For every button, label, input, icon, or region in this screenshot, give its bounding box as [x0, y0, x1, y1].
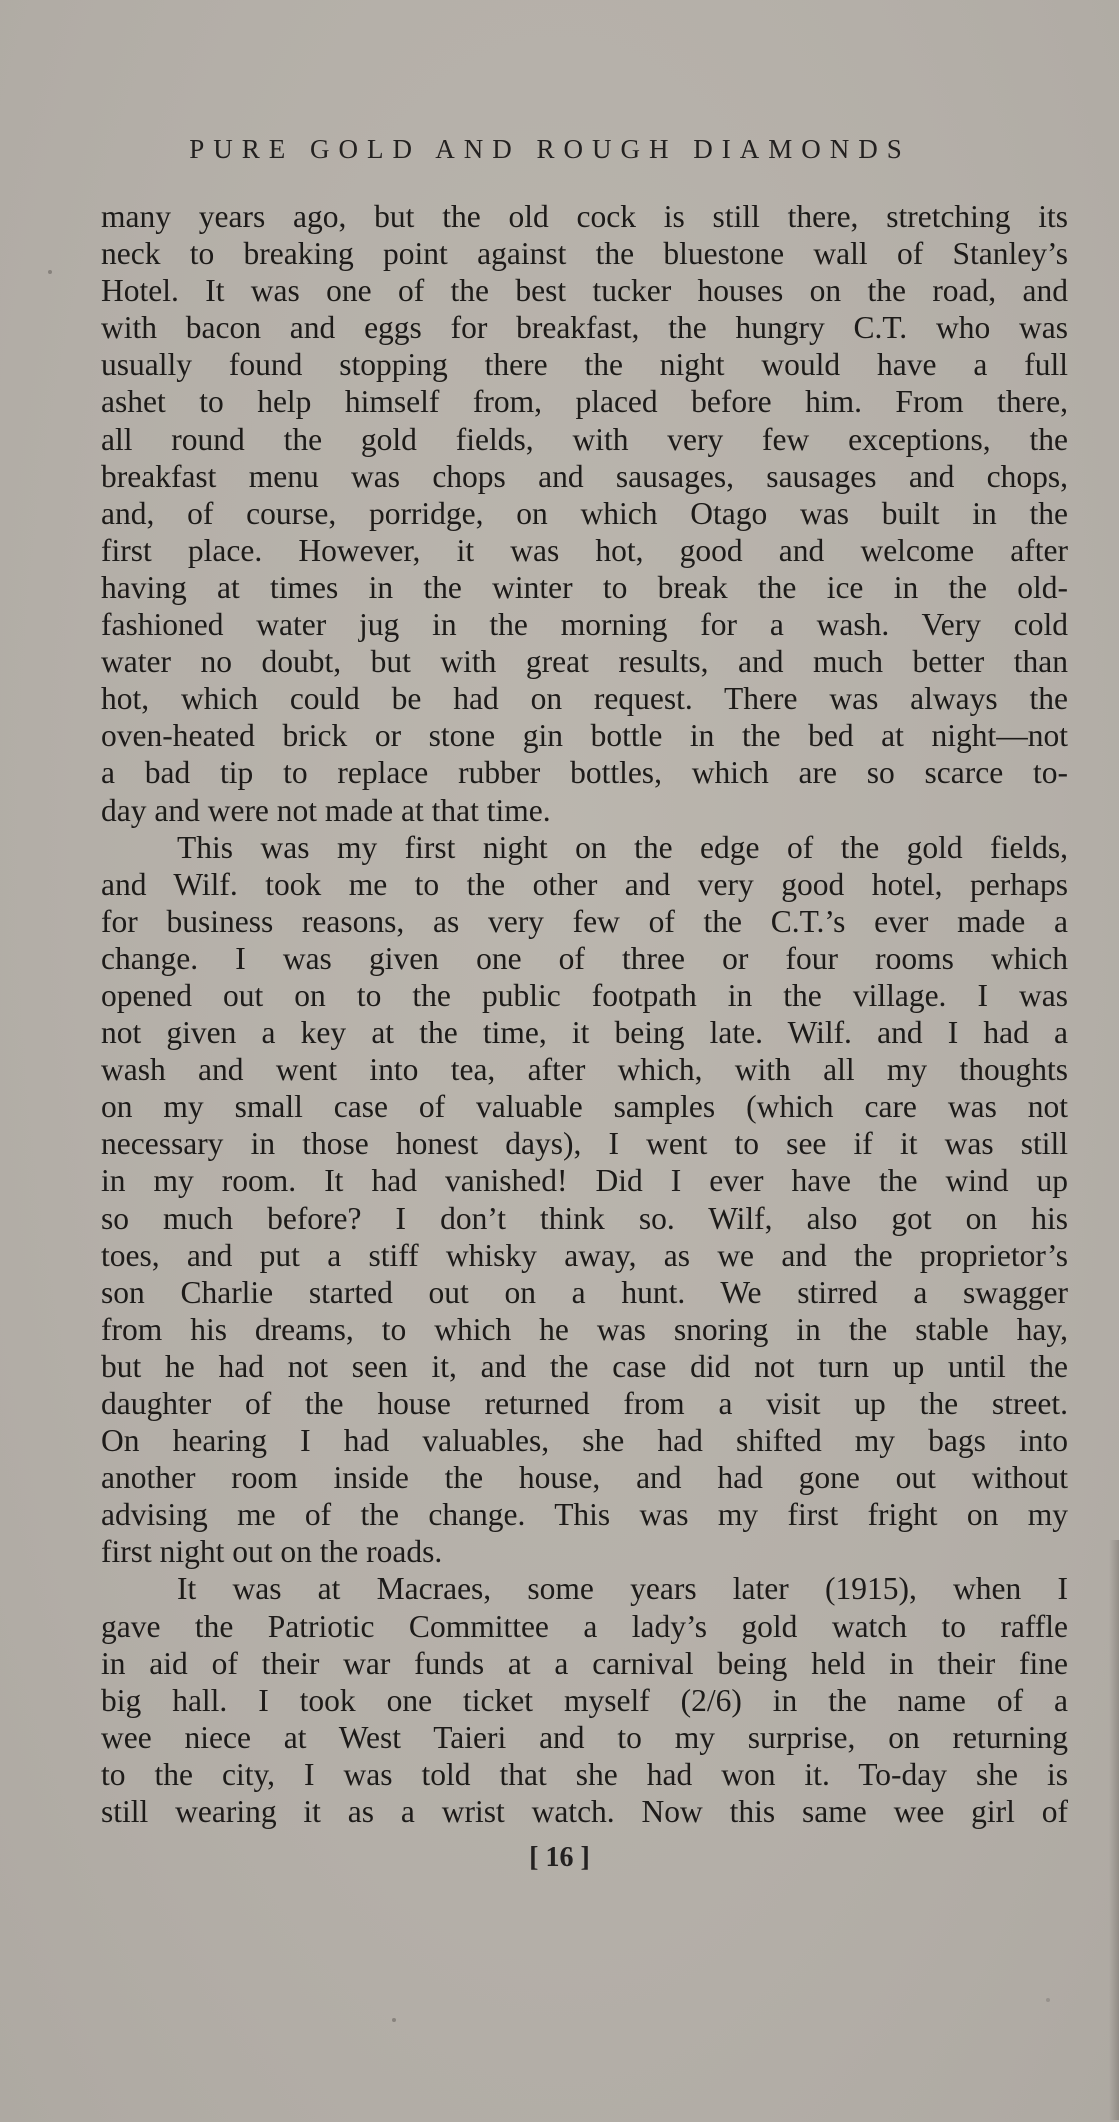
- paragraph-3: [101, 1570, 1068, 1830]
- text-line: from his dreams, to which he was snoring in the stable hay,: [101, 1311, 1068, 1347]
- paper-speck: [392, 2018, 396, 2022]
- text-line: hot, which could be had on request. There was always the: [101, 681, 1068, 717]
- text-line: but he had not seen it, and the case did not turn up until the: [101, 1348, 1068, 1384]
- text-line: still wearing it as a wrist watch. Now this same wee girl of: [101, 1794, 1068, 1830]
- text-line: another room inside the house, and had gone out without: [101, 1460, 1068, 1496]
- paragraph-2: [101, 829, 1068, 1571]
- text-line: big hall. I took one ticket myself (2/6) in the name of a: [101, 1682, 1068, 1718]
- paper-speck: [1046, 1998, 1050, 2002]
- text-line: so much before? I don’t think so. Wilf, also got on his: [101, 1200, 1068, 1236]
- body-text: [101, 198, 1068, 1830]
- text-line: wee niece at West Taieri and to my surprise, on returning: [101, 1719, 1068, 1755]
- text-line: necessary in those honest days), I went to see if it was still: [101, 1126, 1068, 1162]
- paragraph-1: [101, 198, 1068, 829]
- text-line: all round the gold fields, with very few exceptions, the: [101, 421, 1068, 457]
- text-line: in my room. It had vanished! Did I ever have the wind up: [101, 1163, 1068, 1199]
- text-line: On hearing I had valuables, she had shifted my bags into: [101, 1423, 1068, 1459]
- text-line: in aid of their war funds at a carnival being held in their fine: [101, 1645, 1068, 1681]
- text-line: a bad tip to replace rubber bottles, which are so scarce to-: [101, 755, 1068, 791]
- text-line: oven-heated brick or stone gin bottle in the bed at night—not: [101, 718, 1068, 754]
- text-line: many years ago, but the old cock is still there, stretching its: [101, 199, 1068, 234]
- page-number: [ 16 ]: [529, 1842, 590, 1873]
- text-line: This was my first night on the edge of the gold fields,: [177, 829, 1068, 865]
- text-line: change. I was given one of three or four rooms which: [101, 940, 1068, 976]
- text-line: gave the Patriotic Committee a lady’s gold watch to raffle: [101, 1608, 1068, 1644]
- text-line: It was at Macraes, some years later (1915), when I: [177, 1571, 1068, 1607]
- text-line: Hotel. It was one of the best tucker houses on the road, and: [101, 273, 1068, 309]
- text-line: fashioned water jug in the morning for a wash. Very cold: [101, 607, 1068, 643]
- text-line: first night out on the roads.: [101, 1534, 443, 1570]
- text-line: water no doubt, but with great results, and much better than: [101, 644, 1068, 680]
- text-line: ashet to help himself from, placed before him. From there,: [101, 384, 1068, 420]
- text-line: and, of course, porridge, on which Otago was built in the: [101, 495, 1068, 531]
- text-line: toes, and put a stiff whisky away, as we and the proprietor’s: [101, 1237, 1068, 1273]
- text-line: advising me of the change. This was my first fright on my: [101, 1497, 1068, 1533]
- text-line: on my small case of valuable samples (which care was not: [101, 1089, 1068, 1125]
- page-edge-shadow: [1109, 1540, 1119, 2120]
- text-line: for business reasons, as very few of the C.T.’s ever made a: [101, 903, 1068, 939]
- text-line: son Charlie started out on a hunt. We stirred a swagger: [101, 1274, 1068, 1310]
- text-line: to the city, I was told that she had won it. To-day she is: [101, 1756, 1068, 1792]
- text-line: neck to breaking point against the bluestone wall of Stanley’s: [101, 236, 1068, 272]
- paper-speck: [48, 270, 52, 274]
- text-line: first place. However, it was hot, good and welcome after: [101, 532, 1068, 568]
- text-line: daughter of the house returned from a visit up the street.: [101, 1386, 1068, 1421]
- text-line: breakfast menu was chops and sausages, sausages and chops,: [101, 458, 1068, 494]
- text-line: wash and went into tea, after which, with all my thoughts: [101, 1052, 1068, 1088]
- text-line: day and were not made at that time.: [101, 792, 551, 828]
- text-line: usually found stopping there the night would have a full: [101, 347, 1068, 383]
- running-head: PURE GOLD AND ROUGH DIAMONDS: [189, 134, 911, 164]
- text-line: opened out on to the public footpath in the village. I was: [101, 977, 1068, 1013]
- text-line: not given a key at the time, it being late. Wilf. and I had a: [101, 1015, 1068, 1051]
- text-line: having at times in the winter to break the ice in the old-: [101, 569, 1068, 605]
- text-line: with bacon and eggs for breakfast, the hungry C.T. who was: [101, 310, 1068, 346]
- text-line: and Wilf. took me to the other and very good hotel, perhaps: [101, 866, 1068, 902]
